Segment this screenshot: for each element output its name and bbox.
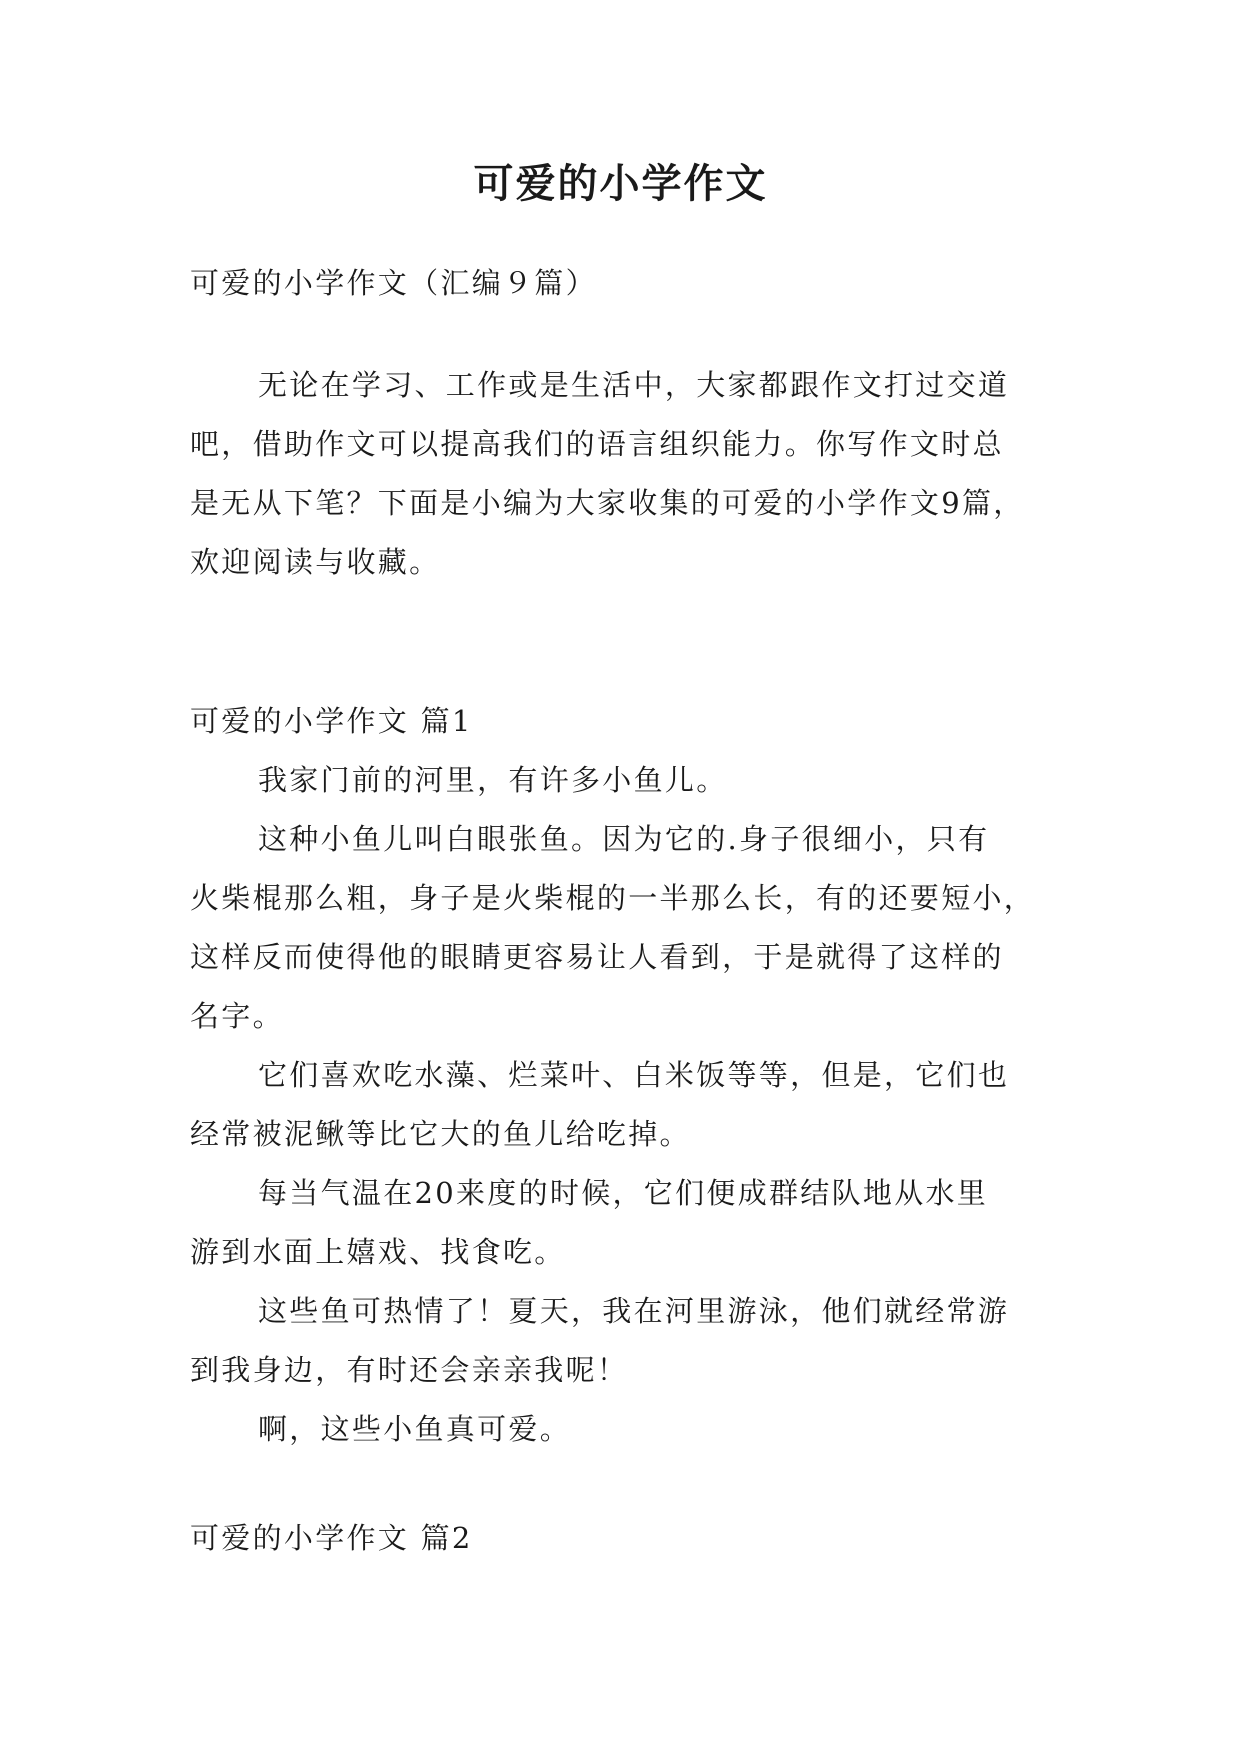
section-1-para-2-line-2: 火柴棍那么粗，身子是火柴棍的一半那么长，有的还要短小，: [190, 881, 1036, 915]
section-1-para-3-line-1: 它们喜欢吃水藻、烂菜叶、白米饭等等，但是，它们也: [258, 1058, 1010, 1092]
section-2-heading: 可爱的小学作文 篇2: [190, 1521, 473, 1555]
collection-subtitle: 可爱的小学作文（汇编９篇）: [190, 266, 597, 300]
intro-line-4: 欢迎阅读与收藏。: [190, 545, 441, 579]
section-1-para-6: 啊，这些小鱼真可爱。: [258, 1412, 572, 1446]
intro-line-1: 无论在学习、工作或是生活中，大家都跟作文打过交道: [258, 368, 1010, 402]
section-1-para-5-line-1: 这些鱼可热情了！夏天，我在河里游泳，他们就经常游: [258, 1294, 1010, 1328]
section-1-para-2-line-4: 名字。: [190, 999, 284, 1033]
section-1-para-4-line-2: 游到水面上嬉戏、找食吃。: [190, 1235, 566, 1269]
section-1-para-1: 我家门前的河里，有许多小鱼儿。: [258, 763, 728, 797]
section-1-para-2-line-1: 这种小鱼儿叫白眼张鱼。因为它的.身子很细小，只有: [258, 822, 990, 856]
section-1-para-2-line-3: 这样反而使得他的眼睛更容易让人看到，于是就得了这样的: [190, 940, 1004, 974]
section-1-para-5-line-2: 到我身边，有时还会亲亲我呢！: [190, 1353, 629, 1387]
section-1-para-4-line-1: 每当气温在20来度的时候，它们便成群结队地从水里: [258, 1176, 989, 1210]
document-title: 可爱的小学作文: [473, 160, 768, 207]
section-1-heading: 可爱的小学作文 篇1: [190, 704, 473, 738]
intro-line-3: 是无从下笔？下面是小编为大家收集的可爱的小学作文9篇，: [190, 486, 1025, 520]
intro-line-2: 吧，借助作文可以提高我们的语言组织能力。你写作文时总: [190, 427, 1004, 461]
section-1-para-3-line-2: 经常被泥鳅等比它大的鱼儿给吃掉。: [190, 1117, 691, 1151]
